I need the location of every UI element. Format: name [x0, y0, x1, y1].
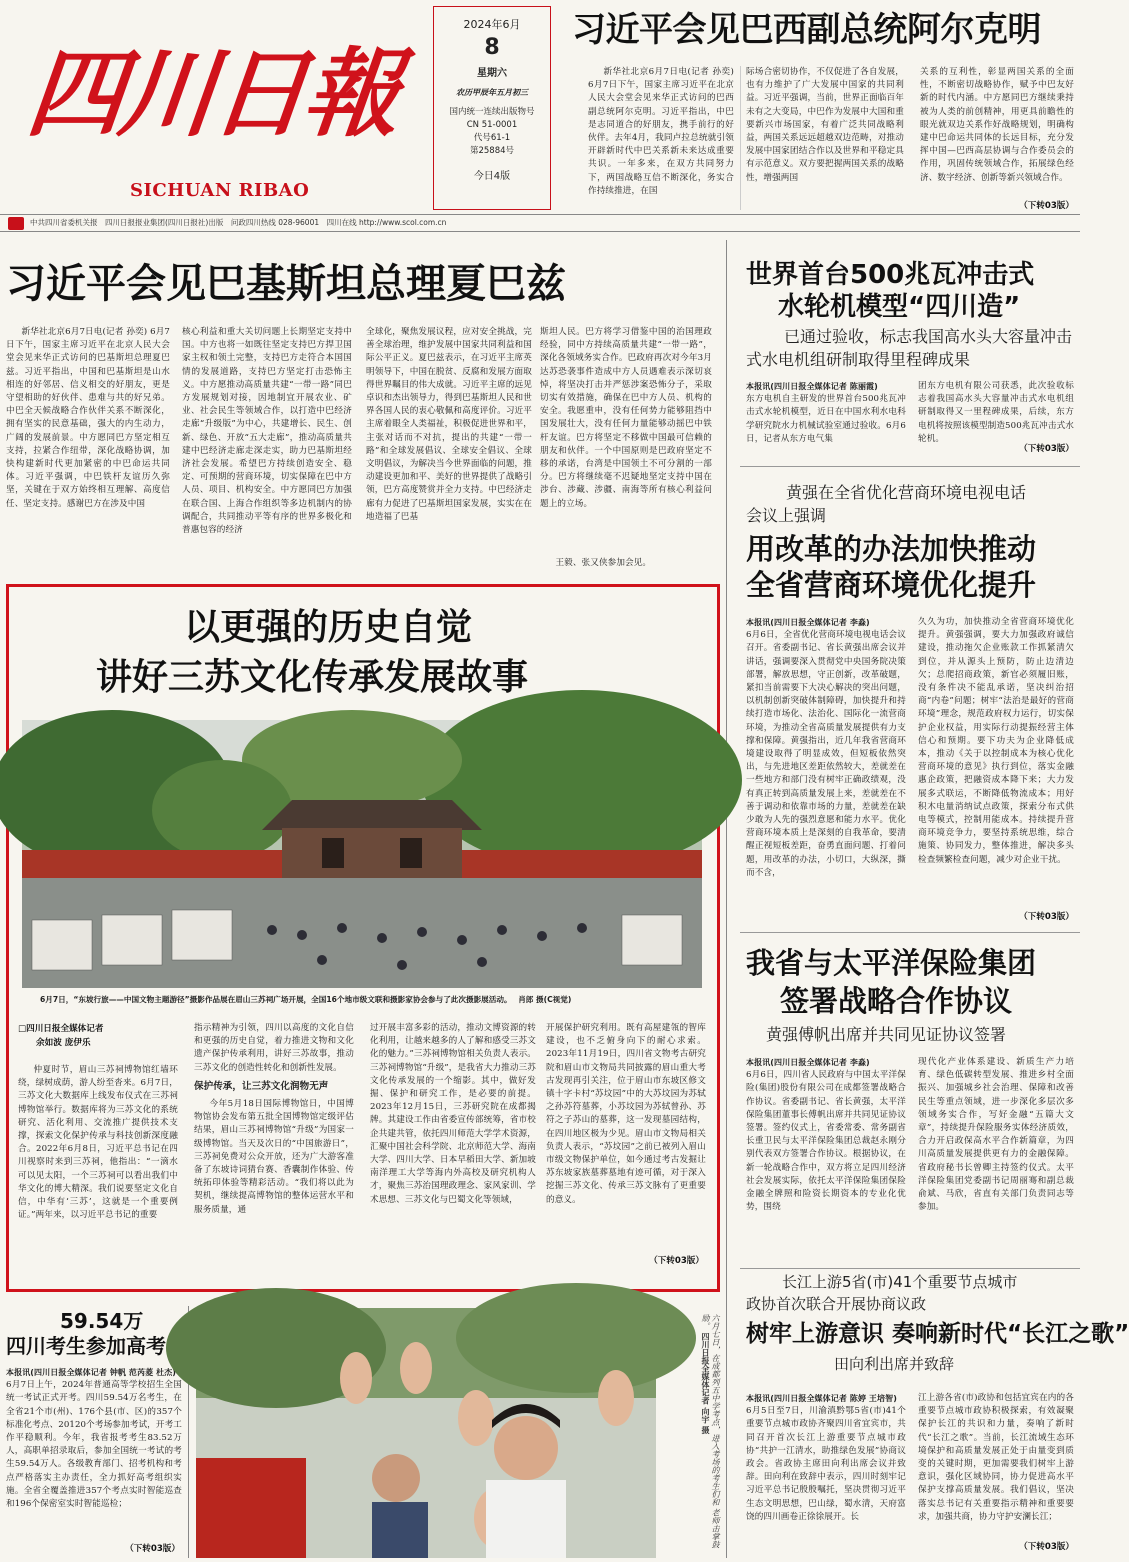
paragraph: 6月6日，全省优化营商环境电视电话会议召开。省委副书记、省长黄强出席会议并讲话，强调要深入贯彻党中央国务院决策部署，解放思想，守正创新，改革破题，紧扣当前需要下大决心解决的突出问题，以机制创新突破体制障碍，加快提升和持续打造市场化、法治化、国际化一流营商环境，为推动全省高质量发展提供有力支撑和保障。黄强指出，近几年我省营商环境建设取得了明显成效，但短板依然突出，与先进地区差距依然较大，差就差在一些地方和部门没有树牢正确政绩观，没有真正转到高质量发展上来，差就差在不善于调动和依靠市场的力量，差就差在缺少敢为人先的强烈意愿和能力水平。优化营商环境本质上是深刻的自我革命，要清醒正视短板差距，奋勇直面问题、打着问题，用改革的办法，小切口，大纵深，撕而不含， [746, 630, 906, 878]
right4-headline: 树牢上游意识 奏响新时代“长江之歌” [746, 1321, 1129, 1347]
paragraph: 现代化产业体系建设、新质生产力培育、绿色低碳转型发展、推进乡村全面振兴、加强城乡社会治理、保障和改善民生等重点领域，进一步深化多层次多领域务实合作，写好金融“五篇大文章”，持续提升保险服务实体经济质效，合力开启政保高水平合作新篇章，为四川高质量发展提供更有力的金融保障。省政府秘书长曾卿主持签约仪式。太平洋保险集团党委副书记周丽骞和副总裁俞斌、马欣，省直有关部门负责同志等参加。 [918, 1057, 1074, 1213]
info-bar [0, 214, 1080, 232]
feature-col2 [194, 1022, 354, 1268]
top-story-cont: （下转03版） [1019, 201, 1074, 211]
info-bar-text: 中共四川省委机关报 四川日报报业集团(四川日报社)出版 问政四川热线 028-96001 四川在线 http://www.scol.com.cn [30, 218, 447, 227]
right4-sub: 田向利出席并致辞 [834, 1355, 955, 1373]
date-day: 8 [484, 35, 500, 60]
feature-col1 [18, 1064, 178, 1268]
byline: 本报讯(四川日报全媒体记者 李淼) [746, 618, 870, 627]
paragraph: 久久为功，加快推动全省营商环境优化提升。黄强强调，要大力加强政府诚信建设，推动拖欠企业账款工作抓紧清欠到位，并从源头上预防，防止边清边欠；总爬招商政策，新官必须履旧账，没有条件决不能乱承诺，坚决纠治招商“内卷”问题；树牢“法治是最好的营商环境”理念，规范政府权力运行，切实保护企业权益，用实际行动提振经营主体信心和预期。要下功夫为企业降低成本，推动《关于以控制成本为核心优化营商环境的意见》执行到位，落实金融惠企政策，把融资成本降下来；大力发展多式联运，不断降低物流成本；用好积木电量消纳试点政策，探索分布式供电等模式，控制用能成本。持续提升营商环境竞争力，要坚持系统思维，综合施策、协同发力，整体推进，解决多头检查频繁检查问题，减少对企业干扰。 [918, 617, 1074, 865]
publisher-icon [8, 217, 24, 230]
right2-kicker-line1: 黄强在全省优化营商环境电视电话 [786, 483, 1027, 502]
paragraph: 王毅、张又侠参加会见。 [555, 558, 652, 568]
top-story-headline: 习近平会见巴西副总统阿尔克明 [572, 10, 1041, 50]
section-divider [740, 932, 1080, 933]
exam-photo-caption [664, 1314, 720, 1554]
byline: 本报讯(四川日报全媒体记者 李淼) [746, 1058, 870, 1067]
right2-cont: （下转03版） [1019, 912, 1074, 922]
caption-text: 6月7日，“东坡行旅——中国文物主题游径”摄影作品展在眉山三苏祠广场开展，全国16个地市级文联和摄影家协会参与了此次摄影展活动。 [40, 995, 512, 1004]
right1-headline-line1: 世界首台500兆瓦冲击式 [746, 260, 1035, 290]
story2-col2 [182, 326, 352, 572]
issn-block [434, 106, 550, 158]
date-weekday: 星期六 [477, 68, 507, 79]
issn-line: 代号61-1 [473, 133, 511, 143]
feature-caption [40, 994, 706, 1005]
right1-headline-line2: 水轮机模型“四川造” [778, 292, 1021, 322]
right1-sub-line2: 式水电机组研制取得里程碑成果 [746, 350, 971, 369]
right3-headline-line2: 签署战略合作协议 [780, 984, 1013, 1018]
exam-text [6, 1366, 182, 1538]
right2-headline-line1: 用改革的办法加快推动 [746, 532, 1037, 566]
right4-col2 [918, 1392, 1074, 1538]
photo-credit: 四川日报全媒体记者 向宇 摄 [701, 1332, 710, 1435]
photo-credit: 肖郎 摄(C视觉) [518, 995, 572, 1004]
paragraph: 6月7日上午，2024年普通高等学校招生全国统一考试正式开考。四川59.54万名考生，在全省21个市(州)、176个县(市、区)的357个标准化考点、20120个考场参加考试，开考工作平稳顺利。今年，我省报考考生83.52万人，高职单招录取后，参加全国统一考试的考生59.54万人。各级教育部门、招考机构和考点严格落实主办责任，全力抓好高考组织实施。全省全覆盖推进357个考点实时智能巡查和196个保密室实时智能巡检； [6, 1380, 182, 1510]
right2-col2 [918, 616, 1074, 906]
exam-cont: （下转03版） [125, 1544, 180, 1554]
feature-headline-line1: 以更强的历史自觉 [184, 607, 473, 648]
paragraph: 际场合密切协作，不仅促进了各自发展，也有力维护了广大发展中国家的共同利益。习近平强调，当前，世界正面临百年未有之大变局，中巴作为发展中大国和重要新兴市场国家，有着广泛共同战略利益，两国关系远远超越双边范畴，对推动发展中国家团结合作以及世界和平稳定具有示范意义。双方要把握两国关系的战略性，增强两国 [746, 67, 904, 183]
paragraph: 6月6日，四川省人民政府与中国太平洋保险(集团)股份有限公司在成都签署战略合作协议。省委副书记、省长黄强，太平洋保险集团董事长傅帆出席并共同见证协议签署。签约仪式上，省委常委、常务副省长重卫民与太平洋保险集团总裁赵永刚分别代表双方签署合作协议。根据协议，在新一轮战略合作中，双方将立足四川经济社会发展实际，依托太平洋保险集团保险金融全牌照和险资长期资本的专业化优势，围绕 [746, 1070, 906, 1213]
issn-line: CN 51-0001 [466, 120, 518, 130]
paragraph: 团东方电机有限公司获悉，此次验收标志着我国高水头大容量冲击式水电机组研制取得又一里程碑成果，后续，东方电机将按照该模型制造500兆瓦冲击式水轮机。 [918, 381, 1074, 444]
date-box [433, 6, 551, 210]
section-divider [740, 1268, 1080, 1269]
column-divider [740, 66, 741, 210]
top-story-col2 [746, 66, 904, 212]
section-divider [740, 466, 1080, 467]
right1-col2 [918, 380, 1074, 444]
story2-col3 [366, 326, 532, 572]
logo-pinyin: SICHUAN RIBAO [130, 180, 310, 201]
right3-sub: 黄强傅帆出席并共同见证协议签署 [766, 1025, 1007, 1044]
date-lunar: 农历甲辰年五月初三 [456, 88, 528, 97]
exam-headline: 四川考生参加高考 [6, 1334, 166, 1358]
right2-headline-line2: 全省营商环境优化提升 [746, 568, 1037, 602]
exam-photo [196, 1308, 656, 1558]
right2-col1 [746, 616, 906, 922]
sansu-temple-photo [22, 720, 702, 988]
feature-col3 [370, 1022, 536, 1268]
right4-col1 [746, 1392, 906, 1554]
exam-number: 59.54万 [60, 1309, 144, 1333]
issn-line: 第25884号 [469, 146, 515, 156]
byline: 本报讯(四川日报全媒体记者 陈丽霞) [746, 382, 878, 391]
right3-col2 [918, 1056, 1074, 1262]
right3-col1 [746, 1056, 906, 1262]
story2-col1 [6, 326, 170, 572]
feature-col4 [546, 1022, 706, 1250]
right4-cont: （下转03版） [1019, 1542, 1074, 1552]
story2-headline: 习近平会见巴基斯坦总理夏巴兹 [6, 261, 566, 307]
right3-headline-line1: 我省与太平洋保险集团 [746, 946, 1037, 980]
story2-col4 [540, 326, 712, 572]
feature-byline1: □四川日报全媒体记者 [18, 1024, 104, 1034]
paragraph: 江上游各省(市)政协和包括宜宾在内的各重要节点城市政协积极探索，有效凝聚保护长江的共识和力量，奏响了新时代“长江之歌”。当前，长江流域生态环境保护和高质量发展正处于由量变到质变的关键时期，更加需要我们树牢上游意识，强化区域协同，协力促进高水平保护支撑高质量发展。我们倡议，坚决落实总书记有关重要指示精神和重要要求，加强共商，协力守护安澜长江； [918, 1393, 1074, 1522]
feature-headline-line2: 讲好三苏文化传承发展故事 [96, 657, 529, 698]
date-year-month: 2024年6月 [463, 18, 521, 31]
paragraph: 新华社北京6月7日电(记者 孙奕) 6月7日下午，国家主席习近平在北京人民大会堂会见来华正式访问的巴基斯坦总理夏巴兹。习近平指出，中国和巴基斯坦是山水相连的好邻居、信义相交的好朋友，更是守望相助的好伙伴、患难与共的好兄弟。中巴全天候战略合作伙伴关系不断深化，拥有坚实的民意基础，强大的内生动力，广阔的发展前景。中方愿同巴方坚定相互支持，拉紧合作纽带，深化战略协调，加快构建新时代更加紧密的中巴命运共同体。习近平强调，中巴铁杆友谊历久弥坚，关键在于双方始终相互理解、高度信任、坚定支持。感谢巴方在涉及中国 [6, 327, 170, 509]
paragraph: 东方电机自主研发的世界首台500兆瓦冲击式水轮机模型，近日在中国水利水电科学研究院水力机械试验室通过验收。6月6日，记者从东方电气集 [746, 394, 906, 444]
paragraph: 今年5月18日国际博物馆日，中国博物馆协会发布第五批全国博物馆定级评估结果，眉山三苏祠博物馆“升级”为国家一级博物馆。当天及次日的“中国旅游日”，三苏祠免费对公众开放，还为广大游客准备了东坡诗词猜台赛、香囊制作体验、传统拓印体验等精彩活动。“我们将以此为契机，继续提高博物馆的整体运营水平和服务质量，通 [194, 1099, 354, 1215]
feature-subhead: 保护传承，让三苏文化润物无声 [194, 1080, 329, 1092]
feature-cont: （下转03版） [649, 1256, 704, 1266]
issn-line: 国内统一连续出版物号 [449, 107, 535, 117]
right1-sub-line1: 已通过验收，标志我国高水头大容量冲击 [784, 327, 1073, 346]
right1-col1 [746, 380, 906, 454]
right4-kicker-line1: 长江上游5省(市)41个重要节点城市 [782, 1273, 1018, 1291]
column-divider [726, 240, 727, 1558]
byline: 本报讯(四川日报全媒体记者 陈婷 王培智) [746, 1394, 897, 1403]
logo-calligraphy: 四川日報 [22, 37, 402, 150]
feature-photo [22, 720, 702, 988]
top-story-col3 [920, 66, 1074, 198]
caption-col: 六月七日，在成都列五中学考点，进入考场的考生们和 [711, 1314, 720, 1506]
top-story-col1 [588, 66, 734, 212]
paragraph: 6月5日至7日，川渝滇黔鄂5省(市)41个重要节点城市政协齐聚四川省宜宾市，共同召开首次长江上游重要节点城市政协“共护一江清水，助推绿色发展”协商议政会。省政协主席田向利出席会议并致辞。田向利在致辞中表示，四川时刻牢记习近平总书记殷殷嘱托，坚决贯彻习近平生态文明思想，巴山绿，蜀水清，天府富饶的四川画卷正徐徐展开。长 [746, 1406, 906, 1522]
paragraph: 开展保护研究利用。既有高屋建瓴的智库建设，也不乏俯身向下的耐心求索。2023年11月19日，四川省文物考古研究院和眉山市文物局共同披露的眉山重大考古发现再引关注，位于眉山市东坡区修文镇十字卡村“苏坟园”中的大苏坟园为苏轼之孙苏符墓葬，小苏坟园为苏轼曾孙、苏符之子苏山的墓葬，这一发现墓园结构，在四川地区极为少见。眉山市文物局相关负责人表示，“苏坟园”之前已被列入眉山市级文物保护单位，如今通过考古发掘让苏东坡家族墓葬墓地有迹可循，对于深入挖掘三苏文化、传承三苏文脉有了更重要的意义。 [546, 1023, 706, 1205]
feature-byline2: 余如波 庞伊乐 [36, 1038, 91, 1048]
right4-kicker-line2: 政协首次联合开展协商议政 [746, 1295, 927, 1313]
byline: 本报讯(四川日报全媒体记者 钟帆 范芮菱 杜杰) [6, 1368, 177, 1377]
paragraph: 过开展丰富多彩的活动，推动文博资源的转化利用，让越来越多的人了解和感受三苏文化的魅力。”三苏祠博物馆相关负责人表示。三苏祠博物馆“升级”，是我省大力推动三苏文化传承发展的一个缩影。其中，做好发掘、保护和研究工作，是必要的前提。2023年12月15日，三苏研究院在成都揭牌。其建设工作由省委宣传部统筹，省市校企共建共管，依托四川师范大学学术资源，汇聚中国社会科学院、北京师范大学、海南大学、四川大学、日本早稻田大学、新加坡南洋理工大学等海内外高校及研究机构人才，聚焦三苏治国理政理念、家风家训、学术思想、三苏文化与巴蜀文化等领域， [370, 1023, 536, 1205]
paragraph: 斯坦人民。巴方将学习借鉴中国的治国理政经验，同中方持续高质量共建“一带一路”，深化各领域务实合作。巴政府再次对今年3月达苏恐袭事件造成中方人员遇难表示深切哀悼，将坚决打击并严惩涉案恐怖分子，采取切实有效措施，确保在巴中方人员、机构的安全。我愿重申，没有任何势力能够阻挡中国发展壮大，没有任何力量能够动摇巴中铁杆友谊。巴方将坚定不移做中国最可信赖的朋友和伙伴。一个中国原则是巴政府坚定不移的承诺，台湾是中国领土不可分割的一部分。巴方将继续毫不迟疑地坚定支持中国在涉台、涉藏、涉疆、南海等所有核心利益问题上的立场。 [540, 327, 712, 509]
paragraph: 全球化，聚焦发展议程，应对安全挑战，完善全球治理，维护发展中国家共同利益和国际公平正义。夏巴兹表示，在习近平主席英明领导下，中国在脱贫、反腐和发展方面取得世界瞩目的伟大成就。习近平主席的远见卓识和杰出领导力，得到巴基斯坦人民和世界各国人民的衷心敬佩和高度评价。习近平主席着眼全人类福祉，积极促进世界和平，主张对话而不对抗，提出的共建“一带一路”和全球发展倡议、全球安全倡议、全球文明倡议，为解决当今世界面临的问题，推动建设更加和平、美好的世界提供了战略引领，巴方高度赞赏并全力支持。中巴经济走廊有力促进了巴基斯坦国家发展，实实在在地造福了巴基 [366, 327, 532, 522]
caption-col: 老师击掌鼓励。 [701, 1314, 720, 1549]
pages-count: 今日4版 [473, 171, 511, 182]
paragraph: 核心利益和重大关切问题上长期坚定支持中国。中方也将一如既往坚定支持巴方捍卫国家主权和领土完整，支持巴方走符合本国国情的发展道路，支持巴方坚定打击恐怖主义。中方愿推动高质量共建“一带一路”同巴方发展规划对接，因地制宜开展农业、矿业、社会民生等领域合作，以打造中巴经济走廊“升级版”为中心，共建增长、民生、创新、绿色、开放“五大走廊”，推动高质量共建中巴经济走廊走深走实，助力巴基斯坦经济社会发展。希望巴方持续创造安全、稳定、可预期的营商环境，切实保障在巴中方人员、项目、机构安全。中方愿同巴方加强在联合国、上海合作组织等多边机制内的协调配合，共同推动平等有序的世界多极化和普惠包容的经济 [182, 327, 352, 536]
masthead-logo [22, 18, 414, 168]
students-high-five-photo [196, 1308, 656, 1558]
paragraph: 关系的互利性，彰显两国关系的全面性，不断密切战略协作，赋予中巴友好新的时代内涵。中方愿同巴方继续秉持被为人类的前创精神，用更具前瞻性的眼光就双边关系作好战略规划，明确构建中巴命运共同体的长远目标，充分发挥中国—巴西高层协调与合作委员会的作用，巩固传统领域合作，拓展绿色经济、数字经济、创新等新兴领域合作。 [920, 67, 1074, 183]
paragraph: 仲夏时节，眉山三苏祠博物馆红墙环绕，绿树成荫，游人纷至沓来。6月7日，三苏文化大数据库上线发布仪式在三苏祠博物馆举行。数据库将为三苏文化的系统研究、活化利用、交流推广提供技术支撑，探索文化保护传承与科技创新深度融合。2022年6月8日，习近平总书记在四川视察时来到三苏祠，他指出：“一滴水可以见太阳，一个三苏祠可以看出我们中华文化的博大精深。我们说要坚定文化自信，中华有‘三苏’，这就是一个重要例证。”两年来，以习近平总书记的重要 [18, 1065, 178, 1221]
right2-kicker-line2: 会议上强调 [746, 506, 827, 525]
paragraph: 指示精神为引领，四川以高度的文化自信和更强的历史自觉，着力推进文物和文化遗产保护传承利用，讲好三苏故事，推动三苏文化的创造性转化和创新性发展。 [194, 1023, 354, 1073]
paragraph: 新华社北京6月7日电(记者 孙奕) 6月7日下午，国家主席习近平在北京人民大会堂会见来华正式访问的巴西副总统阿尔克明。习近平指出，中巴是志同道合的好朋友，携手前行的好伙伴。去年4月，我同卢拉总统就引领开辟新时代中巴关系新未来达成重要共识。一年多来，在双方共同努力下，两国战略互信不断深化，务实合作持续推进，在国 [588, 67, 734, 196]
right1-cont: （下转03版） [1019, 444, 1074, 454]
